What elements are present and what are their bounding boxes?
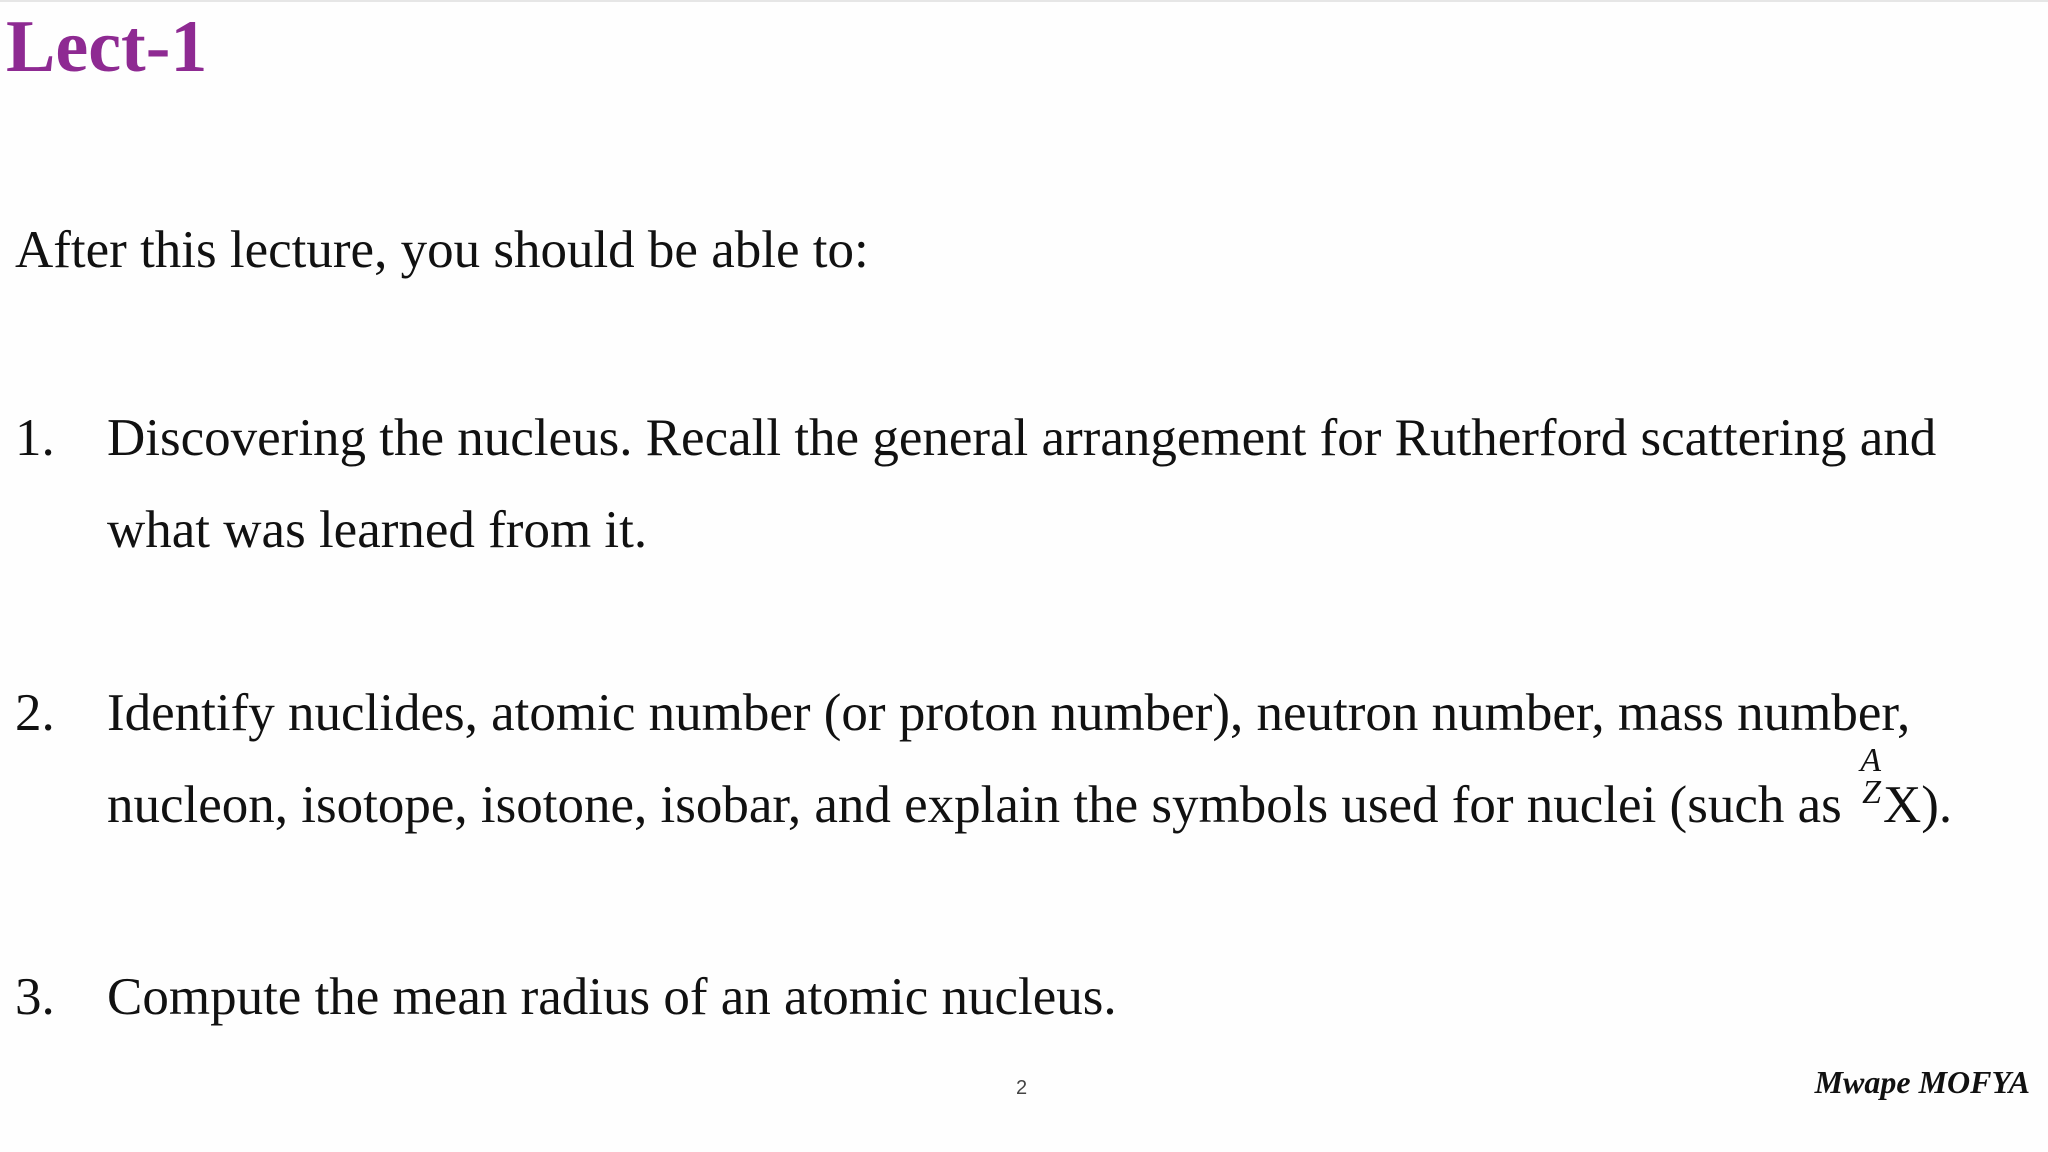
objective-2-closing: ).: [1921, 776, 1953, 834]
objective-3-line-1: Compute the mean radius of an atomic nucleus.: [107, 968, 1117, 1026]
author-name: Mwape MOFYA: [1814, 1064, 2030, 1100]
objective-1-number: 1.: [15, 409, 55, 467]
objective-1: [15, 392, 2037, 576]
element-symbol: X: [1883, 776, 1922, 834]
nuclide-symbol-notation: [1855, 742, 1883, 822]
objective-2-line-2-text: nucleon, isotope, isotone, isobar, and explain the symbols used for nuclei (such as: [107, 776, 1855, 834]
mass-number-symbol: A: [1860, 742, 1881, 779]
atomic-number-symbol: Z: [1862, 774, 1881, 811]
intro-text: After this lecture, you should be able to:: [15, 221, 869, 279]
objective-3: [15, 951, 2037, 1043]
objective-2-line-1: Identify nuclides, atomic number (or proton number), neutron number, mass number,: [107, 684, 1911, 742]
objective-1-line-2: what was learned from it.: [107, 501, 648, 559]
objective-1-text: [107, 392, 2037, 576]
objective-2-line-2: [107, 742, 2037, 851]
objective-1-line-1: Discovering the nucleus. Recall the general arrangement for Rutherford scattering and: [107, 409, 1937, 467]
objective-2-number: 2.: [15, 684, 55, 742]
objective-2-text: [107, 667, 2037, 851]
page-number: 2: [1016, 1077, 1028, 1099]
objective-2: [15, 667, 2037, 851]
slide-title: Lect-1: [6, 6, 208, 88]
objective-3-number: 3.: [15, 968, 55, 1026]
objective-3-text: [107, 951, 2037, 1043]
